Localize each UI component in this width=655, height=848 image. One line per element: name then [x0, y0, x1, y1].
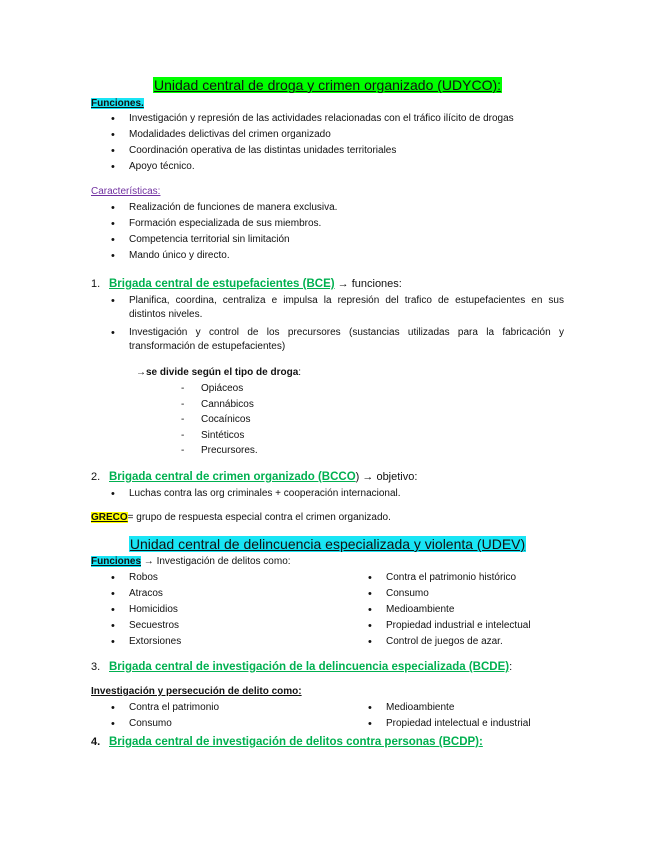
list-item: - Opiáceos — [181, 381, 258, 397]
udyco-caracteristicas-label: Características: — [91, 186, 161, 197]
list-item: • Secuestros — [109, 619, 339, 633]
list-item: • Planifica, coordina, centraliza e impulsa la represión del trafico de estupefacientes en sus distintos niveles. — [109, 294, 564, 322]
list-item: • Modalidades delictivas del crimen organizado — [109, 128, 569, 142]
udyco-funciones-label: Funciones. — [91, 98, 144, 109]
list-item: - Cannábicos — [181, 397, 258, 413]
udyco-caracteristicas-list — [109, 201, 569, 265]
list-item: • Consumo — [366, 587, 596, 601]
list-item: • Mando único y directo. — [109, 249, 569, 263]
list-item: • Formación especializada de sus miembros. — [109, 217, 569, 231]
list-item: • Contra el patrimonio histórico — [366, 571, 596, 585]
list-item: • Propiedad industrial e intelectual — [366, 619, 596, 633]
udev-funciones-line: Funciones → Investigación de delitos como: — [91, 556, 291, 567]
list-item: • Propiedad intelectual e industrial — [366, 717, 596, 731]
list-item: • Contra el patrimonio — [109, 701, 339, 715]
list-item: • Competencia territorial sin limitación — [109, 233, 569, 247]
bcde-heading: 3. Brigada central de investigación de la delincuencia especializada (BCDE): — [91, 661, 513, 673]
bcdp-heading: 4. Brigada central de investigación de delitos contra personas (BCDP): — [91, 736, 483, 748]
udev-col1-list — [109, 571, 339, 651]
bcco-list — [109, 487, 564, 503]
bcco-heading: 2. Brigada central de crimen organizado (BCCO) → objetivo: — [91, 471, 418, 483]
list-item: • Robos — [109, 571, 339, 585]
udev-col2-list — [366, 571, 596, 651]
bcde-col1-list — [109, 701, 339, 733]
list-item: • Realización de funciones de manera exclusiva. — [109, 201, 569, 215]
list-item: • Atracos — [109, 587, 339, 601]
list-item: • Medioambiente — [366, 701, 596, 715]
list-item: • Homicidios — [109, 603, 339, 617]
drug-types-list — [181, 381, 258, 459]
udyco-title: Unidad central de droga y crimen organizado (UDYCO): — [153, 77, 502, 93]
list-item: - Sintéticos — [181, 428, 258, 444]
bce-list — [109, 294, 564, 356]
bce-divide-label: →se divide según el tipo de droga: — [136, 367, 302, 378]
list-item: • Consumo — [109, 717, 339, 731]
list-item: • Investigación y represión de las actividades relacionadas con el tráfico ilícito de drogas — [109, 112, 569, 126]
list-item: • Investigación y control de los precursores (sustancias utilizadas para la fabricación y transformación de estupefacientes) — [109, 326, 564, 354]
bcde-col2-list — [366, 701, 596, 733]
list-item: • Luchas contra las org criminales + cooperación internacional. — [109, 487, 564, 501]
list-item: • Apoyo técnico. — [109, 160, 569, 174]
list-item: • Medioambiente — [366, 603, 596, 617]
list-item: - Cocaínicos — [181, 412, 258, 428]
list-item: • Coordinación operativa de las distintas unidades territoriales — [109, 144, 569, 158]
list-item: • Control de juegos de azar. — [366, 635, 596, 649]
greco-line: GRECO= grupo de respuesta especial contra el crimen organizado. — [91, 512, 391, 523]
list-item: • Extorsiones — [109, 635, 339, 649]
bcde-sub-label: Investigación y persecución de delito como: — [91, 686, 302, 697]
bce-heading: 1. Brigada central de estupefacientes (BCE) → funciones: — [91, 278, 402, 290]
udyco-funciones-list — [109, 112, 569, 176]
udev-title: Unidad central de delincuencia especializada y violenta (UDEV) — [129, 536, 526, 552]
list-item: - Precursores. — [181, 443, 258, 459]
